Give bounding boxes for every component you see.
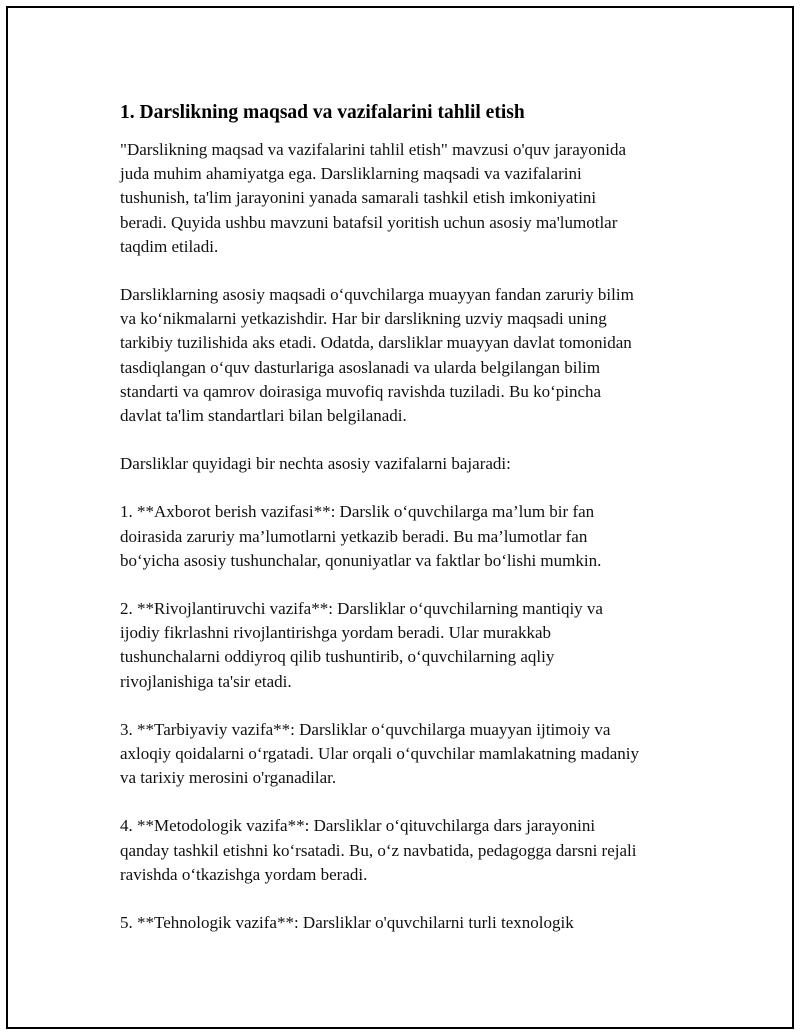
function-item-developmental: 2. **Rivojlantiruvchi vazifa**: Darsliklar o‘quvchilarning mantiqiy va ijodiy fikrlashni rivojlantirishga yordam beradi. Ular murakkab tushunchalarni oddiyroq qilib tushuntirib, o‘quvchilarning aqliy rivojlanishiga ta'sir etadi.	[120, 599, 603, 691]
purpose-paragraph: Darsliklarning asosiy maqsadi o‘quvchilarga muayyan fandan zaruriy bilim va ko‘nikmalarni yetkazishdir. Har bir darslikning uzviy maqsadi uning tarkibiy tuzilishida aks etadi. Odatda, darsliklar muayyan davlat tomonidan tasdiqlangan o‘quv dasturlariga asoslanadi va ularda belgilangan bilim standarti va qamrov doirasiga muvofiq ravishda tuziladi. Bu ko‘pincha davlat ta'lim standartlari bilan belgilanadi.	[120, 285, 634, 426]
functions-intro-paragraph: Darsliklar quyidagi bir nechta asosiy vazifalarni bajaradi:	[120, 454, 511, 474]
function-item-information: 1. **Axborot berish vazifasi**: Darslik o‘quvchilarga ma’lum bir fan doirasida zaruriy ma’lumotlarni yetkazib beradi. Bu ma’lumotlar fan bo‘yicha asosiy tushunchalar, qonuniyatlar va faktlar bo‘lishi mumkin.	[120, 502, 602, 570]
page-frame	[6, 6, 794, 1029]
intro-paragraph: "Darslikning maqsad va vazifalarini tahlil etish" mavzusi o'quv jarayonida juda muhim ahamiyatga ega. Darsliklarning maqsadi va vazifalarini tushunish, ta'lim jarayonini yanada samarali tashkil etish imkoniyatini beradi. Quyida ushbu mavzuni batafsil yoritish uchun asosiy ma'lumotlar taqdim etiladi.	[120, 140, 627, 256]
function-item-technological: 5. **Tehnologik vazifa**: Darsliklar o'quvchilarni turli texnologik	[120, 913, 574, 933]
section-heading: 1. Darslikning maqsad va vazifalarini tahlil etish	[120, 102, 525, 123]
document-body	[120, 100, 700, 959]
function-item-methodological: 4. **Metodologik vazifa**: Darsliklar o‘qituvchilarga dars jarayonini qanday tashkil etishni ko‘rsatadi. Bu, o‘z navbatida, pedagogga darsni rejali ravishda o‘tkazishga yordam beradi.	[120, 816, 637, 884]
function-item-educational: 3. **Tarbiyaviy vazifa**: Darsliklar o‘quvchilarga muayyan ijtimoiy va axloqiy qoidalarni o‘rgatadi. Ular orqali o‘quvchilar mamlakatning madaniy va tarixiy merosini o'rganadilar.	[120, 719, 639, 788]
